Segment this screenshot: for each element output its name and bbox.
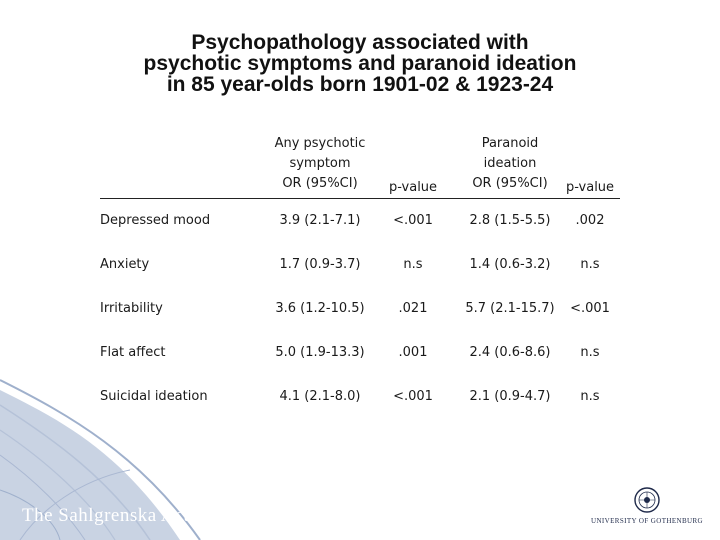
sahlgrenska-academy-wordmark: The Sahlgrenska Academy (22, 505, 238, 526)
cell-pvalue-2: n.s (580, 257, 600, 272)
cell-or-any-psychotic: 5.0 (1.9-13.3) (275, 345, 365, 360)
cell-or-paranoid: 2.4 (0.6-8.6) (469, 345, 551, 360)
table-row (100, 331, 620, 375)
header-paranoid-ideation (455, 134, 565, 194)
university-seal-icon (634, 487, 660, 513)
cell-pvalue-2: .002 (575, 213, 605, 228)
results-table (100, 134, 620, 419)
row-label: Flat affect (100, 345, 166, 360)
cell-pvalue-1: <.001 (393, 213, 433, 228)
row-label: Anxiety (100, 257, 150, 272)
cell-or-paranoid: 1.4 (0.6-3.2) (469, 257, 551, 272)
cell-pvalue-1: n.s (403, 257, 423, 272)
cell-pvalue-1: .021 (398, 301, 428, 316)
cell-pvalue-2: n.s (580, 345, 600, 360)
title-line-3: in 85 year-olds born 1901-02 & 1923-24 (166, 73, 554, 96)
cell-or-paranoid: 2.8 (1.5-5.5) (469, 213, 551, 228)
table-header-row (100, 134, 620, 199)
header-text: OR (95%CI) (282, 176, 358, 191)
header-pvalue-2: p-value (565, 180, 615, 195)
cell-or-paranoid: 2.1 (0.9-4.7) (469, 389, 551, 404)
cell-pvalue-2: <.001 (570, 301, 610, 316)
table-row (100, 375, 620, 419)
row-label: Suicidal ideation (100, 389, 208, 404)
university-of-gothenburg-wordmark: UNIVERSITY OF GOTHENBURG (591, 517, 704, 525)
cell-or-any-psychotic: 1.7 (0.9-3.7) (279, 257, 361, 272)
title-line-2: psychotic symptoms and paranoid ideation (143, 52, 577, 75)
cell-or-any-psychotic: 3.6 (1.2-10.5) (275, 301, 365, 316)
header-pvalue-1: p-value (388, 180, 438, 195)
cell-pvalue-1: .001 (398, 345, 428, 360)
table-row (100, 243, 620, 287)
cell-pvalue-1: <.001 (393, 389, 433, 404)
title-line-1: Psychopathology associated with (191, 31, 529, 54)
cell-or-paranoid: 5.7 (2.1-15.7) (465, 301, 555, 316)
row-label: Irritability (100, 301, 163, 316)
cell-or-any-psychotic: 4.1 (2.1-8.0) (279, 389, 361, 404)
header-text: ideation (483, 156, 537, 171)
cell-or-any-psychotic: 3.9 (2.1-7.1) (279, 213, 361, 228)
header-text: Any psychotic (274, 136, 366, 151)
header-text: symptom (289, 156, 351, 171)
table-row (100, 199, 620, 243)
header-text: Paranoid (481, 136, 539, 151)
cell-pvalue-2: n.s (580, 389, 600, 404)
row-label: Depressed mood (100, 213, 211, 228)
header-text: OR (95%CI) (472, 176, 548, 191)
slide-title (60, 32, 660, 95)
header-any-psychotic-symptom (250, 134, 390, 194)
table-row (100, 287, 620, 331)
